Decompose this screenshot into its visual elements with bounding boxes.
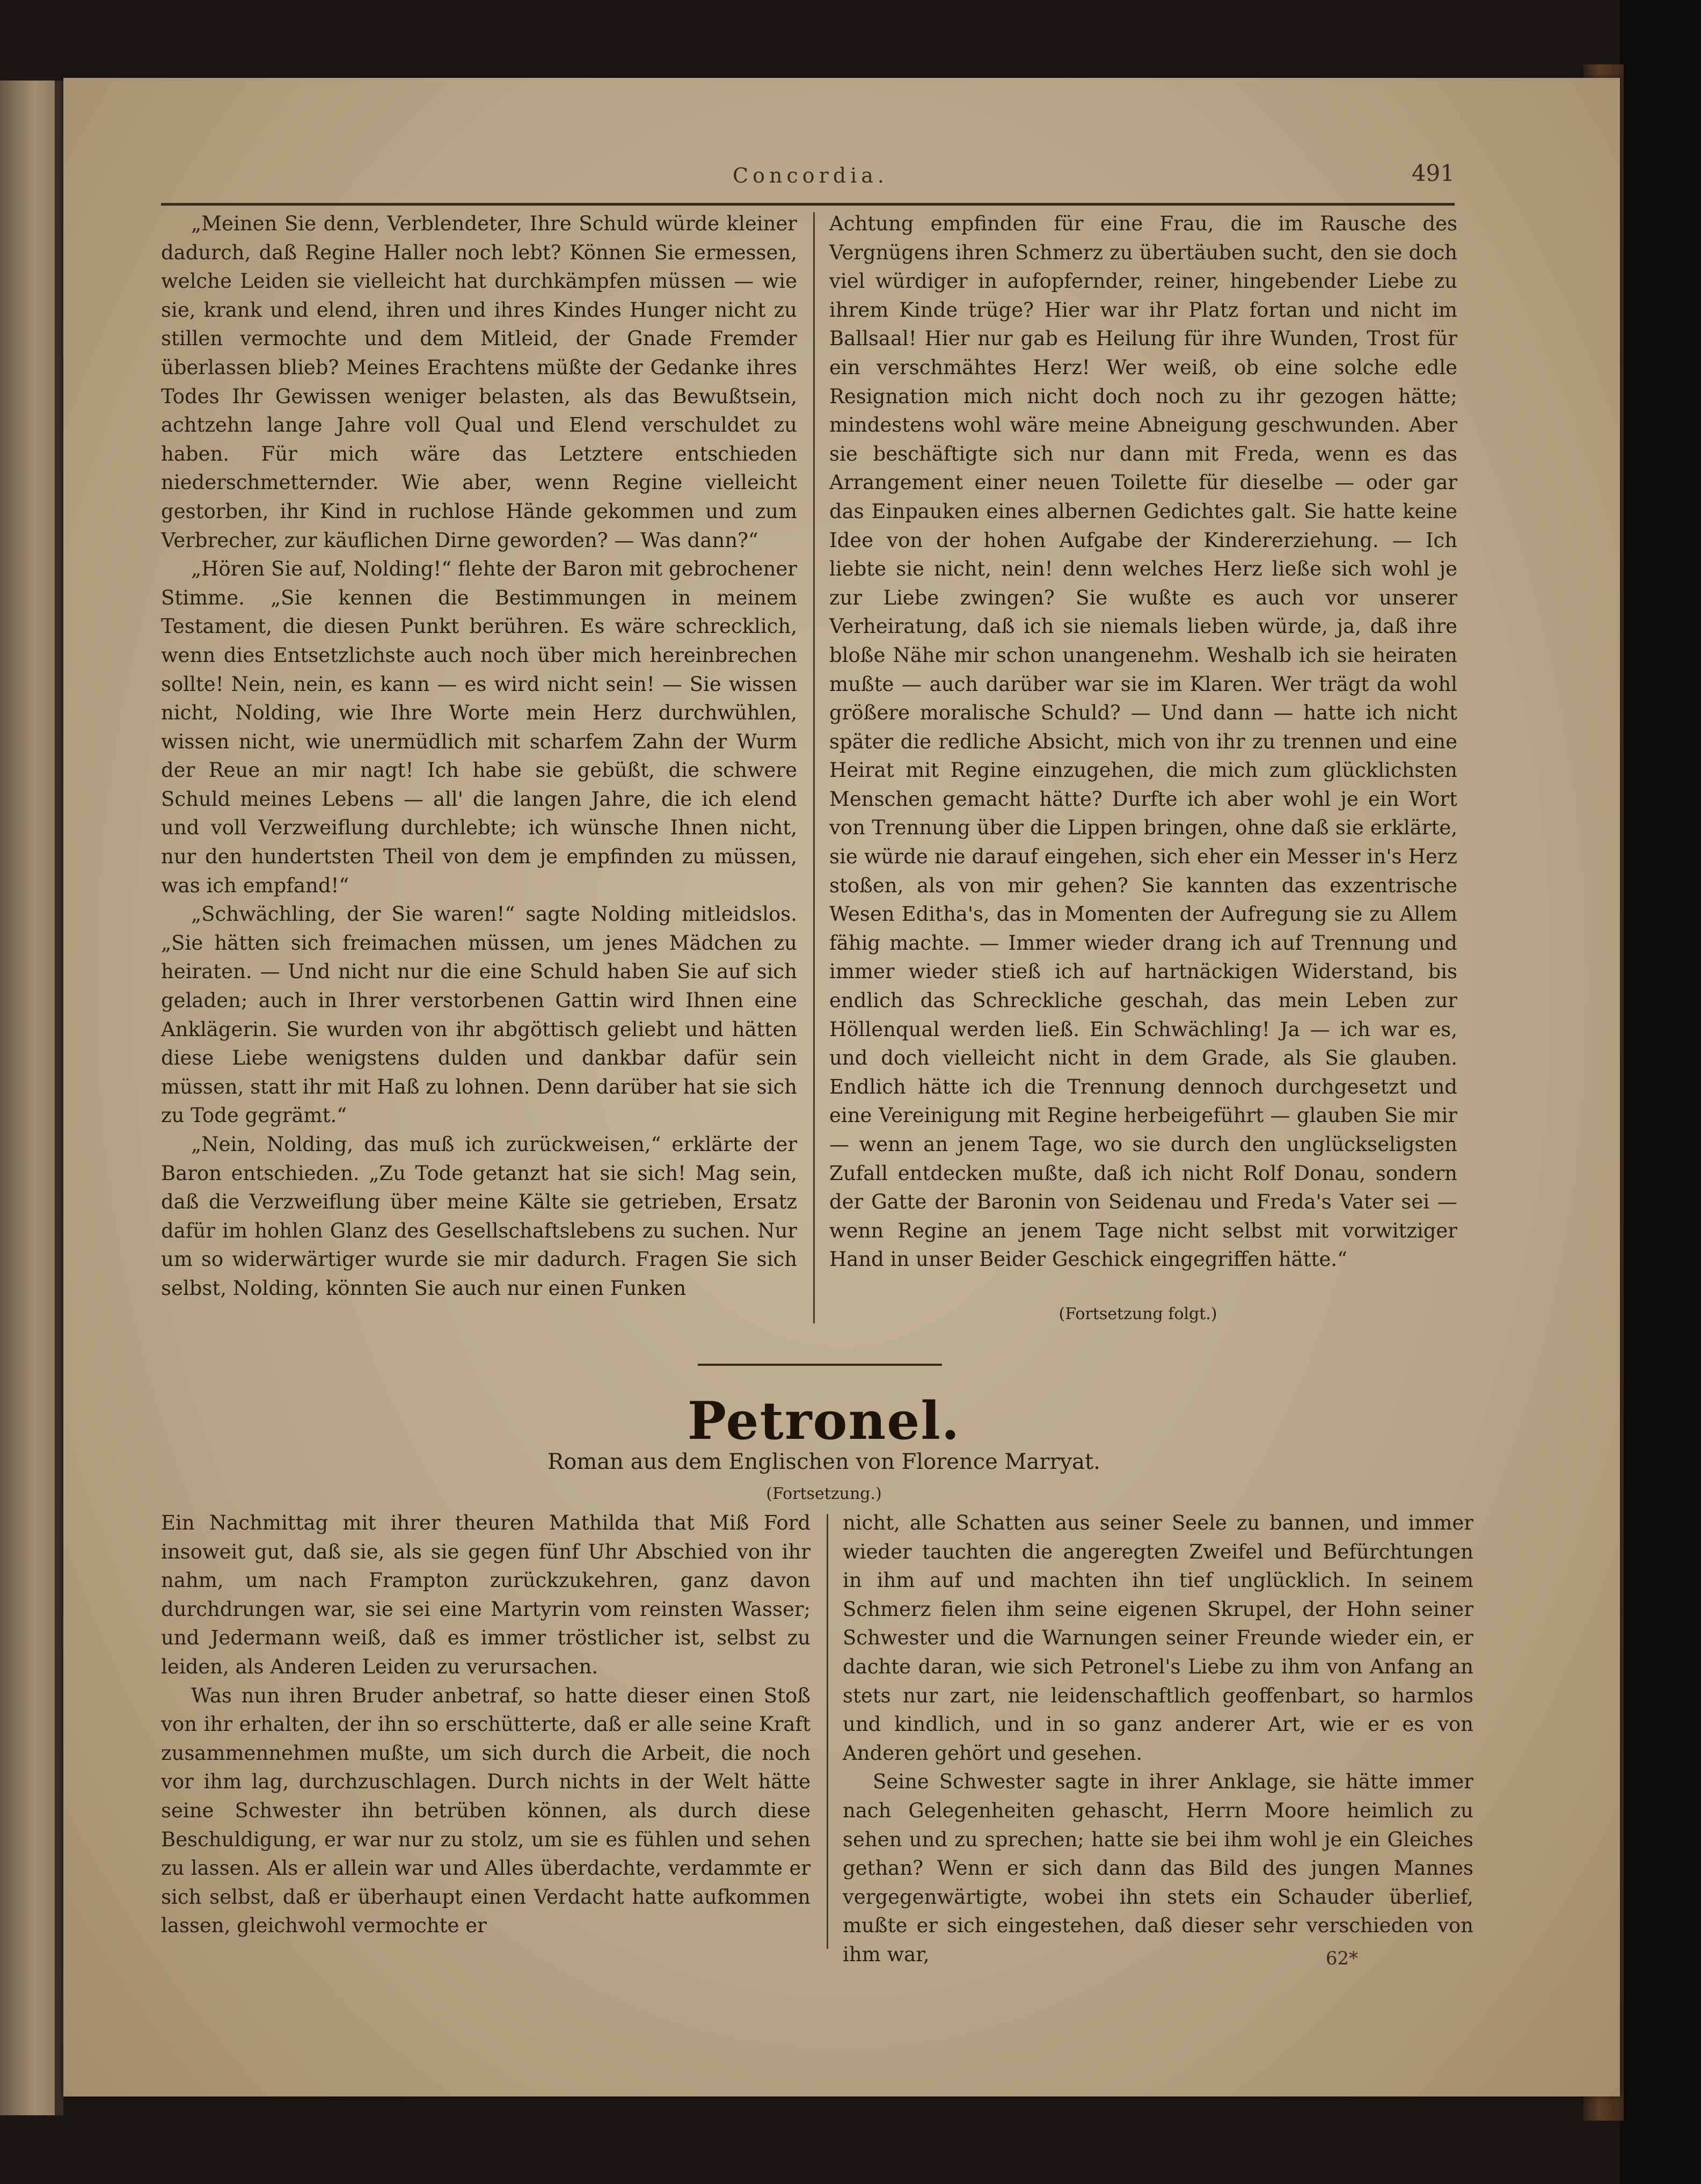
paragraph: „Nein, Nolding, das muß ich zurückweisen,“ erklärte der Baron entschieden. „Zu Tode getanzt hat sie sich! Mag sein, daß die Verzweiflung über meine Kälte sie getrieben, Ersatz dafür im hohlen Glanz des Gesellschaftslebens zu suchen. Nur um so widerwärtiger wurde sie mir dadurch. Fragen Sie sich selbst, Nolding, könnten Sie auch nur einen Funken bbox=[161, 1133, 797, 1300]
header-rule bbox=[161, 203, 1455, 206]
printer-signature-mark: 62* bbox=[1325, 1948, 1359, 1969]
top-left-column bbox=[161, 209, 797, 1303]
continuation-note: (Fortsetzung folgt.) bbox=[1058, 1305, 1217, 1323]
paragraph: „Hören Sie auf, Nolding!“ flehte der Baron mit gebrochener Stimme. „Sie kennen die Bestimmungen in meinem Testament, die diesen Punkt berühren. Es wäre schrecklich, wenn dies Entsetzlichste auch noch über mich hereinbrechen sollte! Nein, nein, es kann — es wird nicht sein! — Sie wissen nicht, Nolding, wie Ihre Worte mein Herz durchwühlen, wissen nicht, wie unermüdlich mit scharfem Zahn der Wurm der Reue an mir nagt! Ich habe sie gebüßt, die schwere Schuld meines Lebens — all' die langen Jahre, die ich elend und voll Verzweiflung durchlebte; ich wünsche Ihnen nicht, nur den hundertsten Theil von dem je empfinden zu müssen, was ich empfand!“ bbox=[161, 557, 797, 897]
section-rule bbox=[698, 1364, 942, 1366]
story-continuation-note: (Fortsetzung.) bbox=[766, 1484, 882, 1503]
paragraph: „Meinen Sie denn, Verblendeter, Ihre Schuld würde kleiner dadurch, daß Regine Haller noch lebt? Können Sie ermessen, welche Leiden sie vielleicht hat durchkämpfen müssen — wie sie, krank und elend, ihren und ihres Kindes Hunger nicht zu stillen vermochte und dem Mitleid, der Gnade Fremder überlassen blieb? Meines Erachtens müßte der Gedanke ihres Todes Ihr Gewissen weniger belasten, als das Bewußtsein, achtzehn lange Jahre voll Qual und Elend verschuldet zu haben. Für mich wäre das Letztere entschieden niederschmetternder. Wie aber, wenn Regine vielleicht gestorben, ihr Kind in ruchlose Hände gekommen und zum Verbrecher, zur käuflichen Dirne geworden? — Was dann?“ bbox=[161, 212, 797, 552]
story-subtitle: Roman aus dem Englischen von Florence Marryat. bbox=[547, 1450, 1100, 1474]
book-binding bbox=[1620, 0, 1701, 2184]
book-gutter bbox=[55, 81, 63, 2115]
top-right-column bbox=[829, 209, 1457, 1274]
paragraph: Ein Nachmittag mit ihrer theuren Mathilda that Miß Ford insoweit gut, daß sie, als sie gegen fünf Uhr Abschied von ihr nahm, um nach Frampton zurückzukehren, ganz davon durchdrungen war, sie sei eine Martyrin vom reinsten Wasser; und Jedermann weiß, daß es immer tröstlicher ist, selbst zu leiden, als Anderen Leiden zu verursachen. bbox=[161, 1511, 811, 1678]
paragraph: Was nun ihren Bruder anbetraf, so hatte dieser einen Stoß von ihr erhalten, der ihn so erschütterte, daß er alle seine Kraft zusammennehmen mußte, um sich durch die Arbeit, die noch vor ihm lag, durchzuschlagen. Durch nichts in der Welt hätte seine Schwester ihn betrüben können, als durch diese Beschuldigung, er war nur zu stolz, um sie es fühlen und sehen zu lassen. Als er allein war und Alles überdachte, verdammte er sich selbst, daß er überhaupt einen Verdacht hatte aufkommen lassen, gleichwohl vermochte er bbox=[161, 1684, 811, 1938]
bottom-right-column bbox=[843, 1509, 1473, 1969]
bottom-left-column bbox=[161, 1509, 811, 1940]
paragraph: Achtung empfinden für eine Frau, die im Rausche des Vergnügens ihren Schmerz zu übertäuben sucht, den sie doch viel würdiger in aufopfernder, reiner, hingebender Liebe zu ihrem Kinde trüge? Hier war ihr Platz fortan und nicht im Ballsaal! Hier nur gab es Heilung für ihre Wunden, Trost für ein verschmähtes Herz! Wer weiß, ob eine solche edle Resignation mich nicht doch noch zu ihr gezogen hätte; mindestens wohl wäre meine Abneigung geschwunden. Aber sie beschäftigte sich nur dann mit Freda, wenn es das Arrangement einer neuen Toilette für dieselbe — oder gar das Einpauken eines albernen Gedichtes galt. Sie hatte keine Idee von der hohen Aufgabe der Kindererziehung. — Ich liebte sie nicht, nein! denn welches Herz ließe sich wohl je zur Liebe zwingen? Sie wußte es auch vor unserer Verheiratung, daß ich sie niemals lieben würde, ja, daß ihre bloße Nähe mir schon unangenehm. Weshalb ich sie heiraten mußte — auch darüber war sie im Klaren. Wer trägt da wohl größere moralische Schuld? — Und dann — hatte ich nicht später die redliche Absicht, mich von ihr zu trennen und eine Heirat mit Regine einzugehen, die mich zum glücklichsten Menschen gemacht hätte? Durfte ich aber wohl je ein Wort von Trennung über die Lippen bringen, ohne daß sie erklärte, sie würde nie darauf eingehen, sich eher ein Messer in's Herz stoßen, als von mir gehen? Sie kannten das exzentrische Wesen Editha's, das in Momenten der Aufregung sie zu Allem fähig machte. — Immer wieder drang ich auf Trennung und immer wieder stieß ich auf hartnäckigen Widerstand, bis endlich das Schreckliche geschah, das mein Leben zur Höllenqual werden ließ. Ein Schwächling! Ja — ich war es, und doch vielleicht nicht in dem Grade, als Sie glauben. Endlich hätte ich die Trennung dennoch durchgesetzt und eine Vereinigung mit Regine herbeigeführt — glauben Sie mir — wenn an jenem Tage, wo sie durch den unglückseligsten Zufall entdecken mußte, daß ich nicht Rolf Donau, sondern der Gatte der Baronin von Seidenau und Freda's Vater sei — wenn Regine an jenem Tage nicht selbst mit vorwitziger Hand in unser Beider Geschick eingegriffen hätte.“ bbox=[829, 212, 1457, 1271]
page-number: 491 bbox=[1411, 160, 1455, 186]
running-header-title: Concordia. bbox=[733, 164, 888, 187]
paragraph: „Schwächling, der Sie waren!“ sagte Nolding mitleidslos. „Sie hätten sich freimachen müssen, um jenes Mädchen zu heiraten. — Und nicht nur die eine Schuld haben Sie auf sich geladen; auch in Ihrer verstorbenen Gattin wird Ihnen eine Anklägerin. Sie wurden von ihr abgöttisch geliebt und hätten diese Liebe wenigstens dulden und dankbar dafür sein müssen, statt ihr mit Haß zu lohnen. Denn darüber hat sie sich zu Tode gegrämt.“ bbox=[161, 902, 797, 1127]
facing-page-edge bbox=[0, 81, 63, 2115]
story-title: Petronel. bbox=[687, 1391, 961, 1451]
paragraph: Seine Schwester sagte in ihrer Anklage, sie hätte immer nach Gelegenheiten gehascht, Herrn Moore heimlich zu sehen und zu sprechen; hatte sie bei ihm wohl je ein Gleiches gethan? Wenn er sich dann das Bild des jungen Mannes vergegenwärtigte, wobei ihn stets ein Schauder überlief, mußte er sich eingestehen, daß dieser sehr verschieden von ihm war, bbox=[843, 1770, 1473, 1966]
column-divider bbox=[813, 212, 815, 1323]
paragraph: nicht, alle Schatten aus seiner Seele zu bannen, und immer wieder tauchten die angeregten Zweifel und Befürchtungen in ihm auf und machten ihn tief unglücklich. In seinem Schmerz fielen ihm seine eigenen Skrupel, der Hohn seiner Schwester und die Warnungen seiner Freunde wieder ein, er dachte daran, wie sich Petronel's Liebe zu ihm von Anfang an stets nur zart, nie leidenschaftlich geoffenbart, so harmlos und kindlich, und in so ganz anderer Art, wie er es von Anderen gehört und gesehen. bbox=[843, 1511, 1473, 1765]
column-divider bbox=[827, 1514, 828, 1949]
